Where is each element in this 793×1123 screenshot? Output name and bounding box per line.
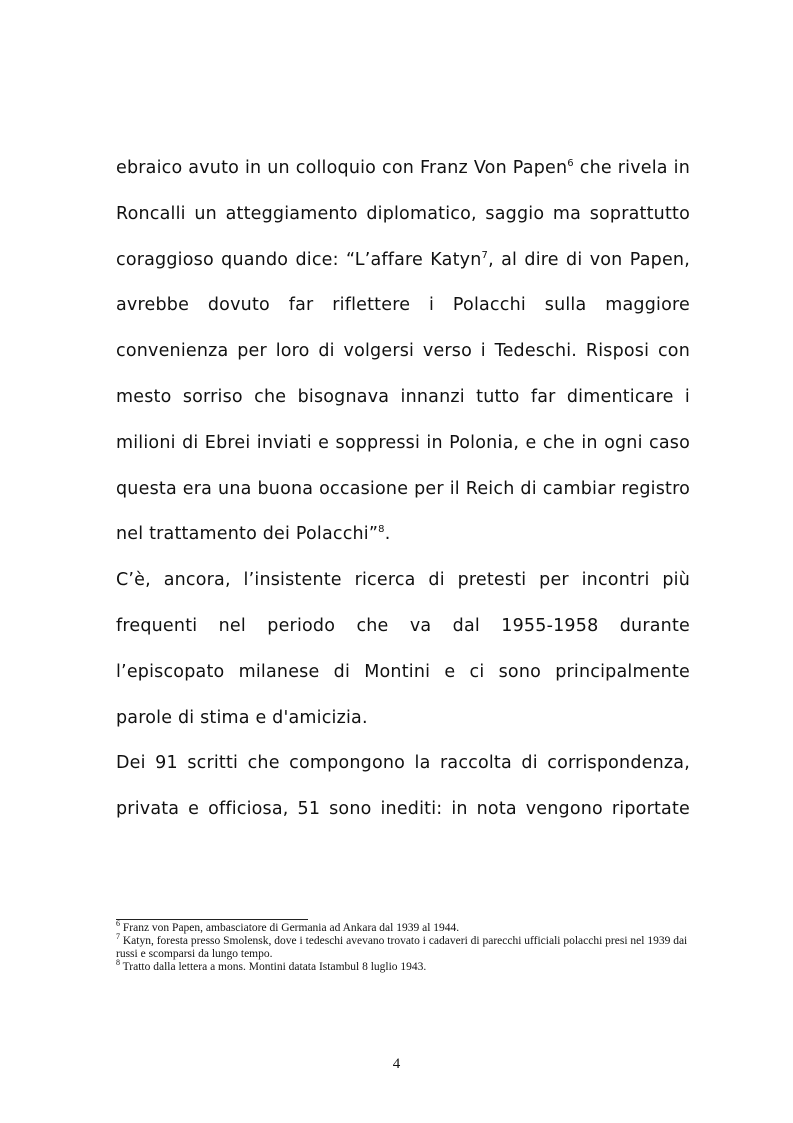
footnote-separator (116, 919, 308, 920)
paragraph-1-part-b: che rivela in Roncalli un atteggiamento diplomatico, saggio ma soprattutto coraggioso quando dice: “L’affare Katyn (116, 158, 691, 270)
paragraph-2: C’è, ancora, l’insistente ricerca di pretesti per incontri più frequenti nel periodo che va dal 1955-1958 durante l’episcopato milanese di Montini e ci sono principalmente parole di stima e d'amicizia. (116, 570, 690, 728)
page-number: 4 (392, 1056, 401, 1072)
footnotes (116, 919, 692, 974)
footnote-ref-6[interactable]: 6 (567, 158, 574, 170)
footnote-mark: 8 (116, 958, 120, 968)
footnote-mark: 6 (116, 919, 120, 929)
footnote-ref-8[interactable]: 8 (378, 524, 385, 536)
footnote-text: Tratto dalla lettera a mons. Montini datata Istambul 8 luglio 1943. (120, 961, 427, 973)
paragraph-3: Dei 91 scritti che compongono la raccolta di corrispondenza, privata e officiosa, 51 sono inediti: in nota vengono riportate (116, 753, 690, 820)
footnote-7 (116, 932, 692, 961)
footnote-text: Katyn, foresta presso Smolensk, dove i tedeschi avevano trovato i cadaveri di parecchi ufficiali polacchi presi nel 1939 dai russi e scomparsi da lungo tempo. (116, 935, 688, 960)
footnote-text: Franz von Papen, ambasciatore di Germania ad Ankara dal 1939 al 1944. (120, 922, 460, 934)
main-text (116, 146, 690, 833)
paragraph-1-part-d: . (384, 524, 391, 545)
paragraph-1 (116, 146, 690, 558)
paragraph-1-part-a: ebraico avuto in un colloquio con Franz Von Papen (116, 158, 568, 178)
footnote-6 (116, 919, 692, 935)
footnote-ref-7[interactable]: 7 (481, 249, 489, 261)
footnote-mark: 7 (116, 932, 120, 942)
paragraph-1-part-c: , al dire di von Papen, avrebbe dovuto far riflettere i Polacchi sulla maggiore convenienza per loro di volgersi verso i Tedeschi. Risposi con mesto sorriso che bisognava innanzi tutto far dimenticare i milioni di Ebrei inviati e soppressi in Polonia, e che in ogni caso questa era una buona occasione per il Reich di cambiar registro nel trattamento dei Polacchi” (116, 249, 690, 545)
footnote-8 (116, 958, 692, 974)
